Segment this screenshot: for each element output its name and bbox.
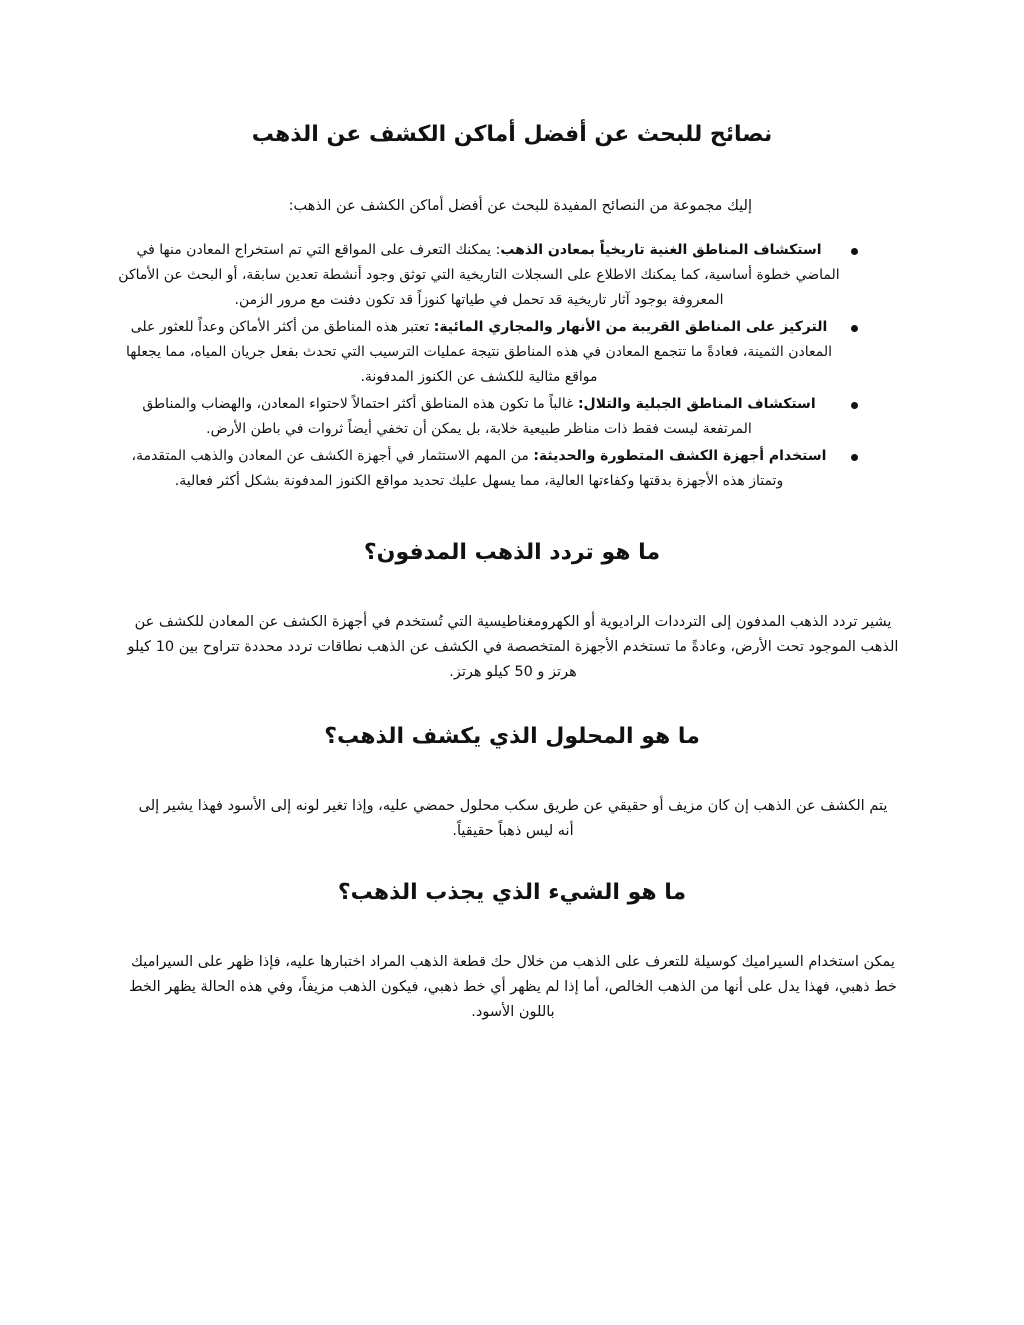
- section-body-attract: يمكن استخدام السيراميك كوسيلة للتعرف على الذهب من خلال حك قطعة الذهب المراد اختبارها عليه، فإذا ظهر على السيراميك خط ذهبي، فهذا يدل على أنها من الذهب الخالص، أما إذا لم يظهر أي خط ذهبي، فيكون الذهب مزيفاً، وفي هذه الحالة يظهر الخط باللون الأسود.: [129, 954, 897, 1020]
- tip-text: تعتبر هذه المناطق من أكثر الأماكن وعداً للعثور على المعادن الثمينة، فعادةً ما تتجمع المعادن في هذه المناطق نتيجة عمليات الترسيب التي تحدث بفعل جريان المياه، مما يجعلها مواقع مثالية للكشف عن الكنوز المدفونة.: [126, 319, 832, 385]
- tip-text: من المهم الاستثمار في أجهزة الكشف عن المعادن والذهب المتقدمة، وتمتاز هذه الأجهزة بدقتها وكفاءتها العالية، مما يسهل عليك تحديد مواقع الكنوز المدفونة بشكل أكثر فعالية.: [131, 448, 784, 489]
- section-body-solution: يتم الكشف عن الذهب إن كان مزيف أو حقيقي عن طريق سكب محلول حمضي عليه، وإذا تغير لونه إلى الأسود فهذا يشير إلى أنه ليس ذهباً حقيقياً.: [138, 798, 888, 839]
- section-title-attract: ما هو الشيء الذي يجذب الذهب؟: [337, 880, 687, 905]
- tip-heading: استكشاف المناطق الجبلية والتلال:: [577, 396, 816, 412]
- bullet-icon: [851, 325, 858, 332]
- section-title-solution: ما هو المحلول الذي يكشف الذهب؟: [324, 724, 700, 749]
- tip-heading: استخدام أجهزة الكشف المتطورة والحديثة:: [533, 448, 827, 464]
- intro-paragraph: إليك مجموعة من النصائح المفيدة للبحث عن أفضل أماكن الكشف عن الذهب:: [288, 198, 752, 214]
- bullet-icon: [851, 248, 858, 255]
- tips-list: [118, 238, 864, 496]
- tip-text: غالباً ما تكون هذه المناطق أكثر احتمالاً لاحتواء المعادن، والهضاب والمناطق المرتفعة ليست فقط ذات مناظر طبيعية خلابة، بل يمكن أن تخفي أيضاً ثروات في باطن الأرض.: [142, 396, 752, 437]
- list-item: [118, 315, 864, 390]
- document-title: نصائح للبحث عن أفضل أماكن الكشف عن الذهب: [251, 122, 773, 147]
- section-body-frequency: يشير تردد الذهب المدفون إلى الترددات الراديوية أو الكهرومغناطيسية التي تُستخدم في أجهزة الكشف عن المعادن للكشف عن الذهب الموجود تحت الأرض، وعادةً ما تستخدم الأجهزة المتخصصة في الكشف عن الذهب نطاقات تردد محددة تتراوح بين 10 كيلو هرتز و 50 كيلو هرتز.: [127, 614, 899, 680]
- tip-text: : يمكنك التعرف على المواقع التي تم استخراج المعادن منها في الماضي خطوة أساسية، كما يمكنك الاطلاع على السجلات التاريخية التي توثق وجود أنشطة تعدين سابقة، أو البحث عن الأماكن المعروفة بوجود آثار تاريخية قد تحمل في طياتها كنوزاً قد تكون دفنت مع مرور الزمن.: [118, 242, 840, 308]
- section-title-frequency: ما هو تردد الذهب المدفون؟: [363, 540, 661, 565]
- tip-heading: استكشاف المناطق الغنية تاريخياً بمعادن الذهب: [500, 242, 822, 258]
- list-item: [118, 238, 864, 313]
- bullet-icon: [851, 454, 858, 461]
- tip-heading: التركيز على المناطق القريبة من الأنهار والمجاري المائية:: [433, 319, 828, 335]
- list-item: [118, 392, 864, 442]
- list-item: [118, 444, 864, 494]
- bullet-icon: [851, 402, 858, 409]
